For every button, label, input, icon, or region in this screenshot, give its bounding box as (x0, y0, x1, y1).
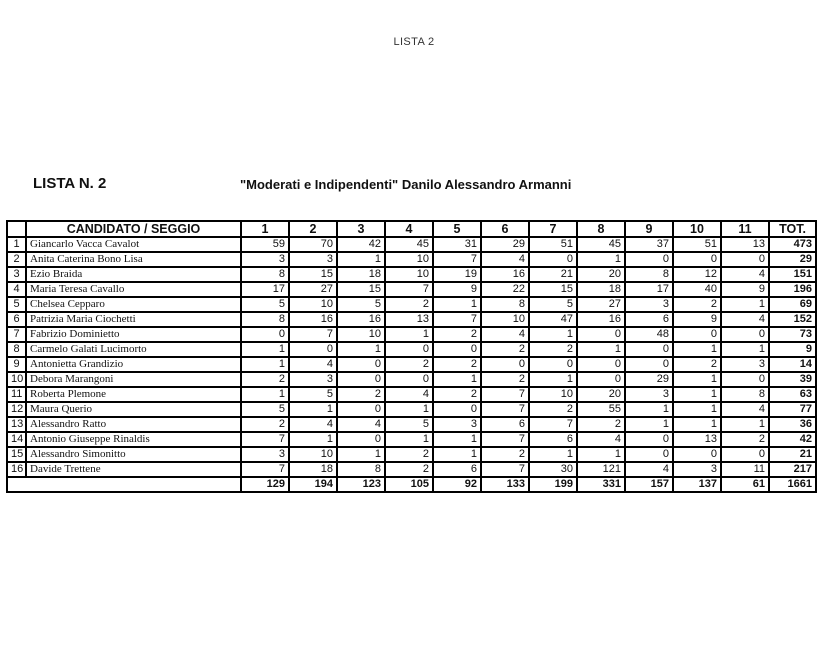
vote-count: 0 (673, 327, 721, 342)
row-total: 69 (769, 297, 816, 312)
candidate-name: Antonietta Grandizio (26, 357, 241, 372)
vote-count: 2 (433, 327, 481, 342)
vote-count: 15 (289, 267, 337, 282)
row-total: 152 (769, 312, 816, 327)
vote-count: 10 (529, 387, 577, 402)
vote-count: 2 (673, 357, 721, 372)
vote-count: 11 (721, 462, 769, 477)
vote-count: 2 (433, 387, 481, 402)
vote-count: 29 (625, 372, 673, 387)
vote-count: 0 (337, 432, 385, 447)
candidate-name: Carmelo Galati Lucimorto (26, 342, 241, 357)
table-row (7, 297, 816, 312)
row-total: 9 (769, 342, 816, 357)
table-row (7, 462, 816, 477)
vote-count: 1 (241, 342, 289, 357)
table-row (7, 402, 816, 417)
vote-count: 13 (721, 237, 769, 252)
vote-count: 40 (673, 282, 721, 297)
vote-count: 7 (481, 432, 529, 447)
vote-count: 10 (337, 327, 385, 342)
vote-count: 4 (481, 327, 529, 342)
vote-count: 70 (289, 237, 337, 252)
row-total: 42 (769, 432, 816, 447)
vote-count: 1 (385, 432, 433, 447)
vote-count: 1 (577, 342, 625, 357)
column-header-4: 4 (385, 221, 433, 237)
vote-count: 2 (481, 447, 529, 462)
vote-count: 0 (577, 357, 625, 372)
row-total: 473 (769, 237, 816, 252)
vote-count: 1 (721, 417, 769, 432)
vote-count: 0 (433, 342, 481, 357)
candidate-name: Debora Marangoni (26, 372, 241, 387)
vote-count: 16 (577, 312, 625, 327)
vote-count: 20 (577, 387, 625, 402)
row-total: 151 (769, 267, 816, 282)
totals-row (7, 477, 816, 492)
vote-count: 18 (337, 267, 385, 282)
grand-total: 1661 (769, 477, 816, 492)
vote-count: 2 (481, 342, 529, 357)
column-header-10: 10 (673, 221, 721, 237)
vote-count: 7 (529, 417, 577, 432)
table-footer (7, 477, 816, 492)
candidate-name: Antonio Giuseppe Rinaldis (26, 432, 241, 447)
vote-count: 8 (337, 462, 385, 477)
vote-count: 5 (337, 297, 385, 312)
vote-count: 0 (625, 432, 673, 447)
vote-count: 2 (385, 357, 433, 372)
row-total: 14 (769, 357, 816, 372)
column-total: 61 (721, 477, 769, 492)
vote-count: 13 (673, 432, 721, 447)
vote-count: 1 (433, 372, 481, 387)
vote-count: 3 (241, 252, 289, 267)
vote-count: 1 (433, 447, 481, 462)
column-total: 105 (385, 477, 433, 492)
vote-count: 16 (289, 312, 337, 327)
vote-count: 20 (577, 267, 625, 282)
candidate-name: Patrizia Maria Ciochetti (26, 312, 241, 327)
vote-count: 2 (673, 297, 721, 312)
vote-count: 51 (673, 237, 721, 252)
vote-count: 27 (289, 282, 337, 297)
vote-count: 7 (241, 432, 289, 447)
vote-count: 29 (481, 237, 529, 252)
vote-count: 0 (577, 372, 625, 387)
column-header-8: 8 (577, 221, 625, 237)
column-header-candidato-seggio: CANDIDATO / SEGGIO (26, 221, 241, 237)
vote-count: 0 (721, 252, 769, 267)
vote-count: 4 (385, 387, 433, 402)
vote-count: 2 (241, 417, 289, 432)
totals-blank (7, 477, 241, 492)
column-header-tot: TOT. (769, 221, 816, 237)
vote-count: 2 (241, 372, 289, 387)
vote-count: 10 (385, 267, 433, 282)
vote-count: 0 (625, 357, 673, 372)
vote-count: 2 (385, 297, 433, 312)
vote-count: 0 (625, 342, 673, 357)
vote-count: 2 (337, 387, 385, 402)
row-number: 1 (7, 237, 26, 252)
vote-count: 6 (625, 312, 673, 327)
column-header-9: 9 (625, 221, 673, 237)
vote-count: 1 (673, 387, 721, 402)
vote-count: 7 (481, 387, 529, 402)
vote-count: 1 (673, 417, 721, 432)
row-number: 10 (7, 372, 26, 387)
column-total: 157 (625, 477, 673, 492)
vote-count: 9 (433, 282, 481, 297)
column-total: 194 (289, 477, 337, 492)
column-total: 129 (241, 477, 289, 492)
results-table (6, 220, 817, 493)
vote-count: 2 (529, 342, 577, 357)
table-row (7, 282, 816, 297)
vote-count: 3 (721, 357, 769, 372)
vote-count: 3 (625, 297, 673, 312)
vote-count: 5 (385, 417, 433, 432)
vote-count: 3 (625, 387, 673, 402)
vote-count: 3 (289, 372, 337, 387)
vote-count: 3 (673, 462, 721, 477)
vote-count: 4 (721, 267, 769, 282)
vote-count: 4 (289, 357, 337, 372)
column-header-7: 7 (529, 221, 577, 237)
candidate-name: Roberta Plemone (26, 387, 241, 402)
vote-count: 1 (289, 402, 337, 417)
vote-count: 1 (721, 342, 769, 357)
candidate-name: Ezio Braida (26, 267, 241, 282)
row-total: 63 (769, 387, 816, 402)
vote-count: 1 (337, 342, 385, 357)
vote-count: 7 (289, 327, 337, 342)
row-total: 73 (769, 327, 816, 342)
vote-count: 4 (625, 462, 673, 477)
vote-count: 7 (241, 462, 289, 477)
vote-count: 3 (241, 447, 289, 462)
vote-count: 0 (481, 357, 529, 372)
row-number: 3 (7, 267, 26, 282)
page-header: LISTA 2 (393, 36, 435, 48)
vote-count: 0 (337, 357, 385, 372)
vote-count: 0 (337, 402, 385, 417)
table-header (7, 221, 816, 237)
vote-count: 37 (625, 237, 673, 252)
column-total: 92 (433, 477, 481, 492)
vote-count: 10 (289, 297, 337, 312)
candidate-name: Giancarlo Vacca Cavalot (26, 237, 241, 252)
vote-count: 5 (241, 297, 289, 312)
vote-count: 1 (673, 342, 721, 357)
vote-count: 1 (337, 252, 385, 267)
table-row (7, 237, 816, 252)
row-number: 5 (7, 297, 26, 312)
candidate-name: Alessandro Simonitto (26, 447, 241, 462)
table-row (7, 432, 816, 447)
column-header-3: 3 (337, 221, 385, 237)
row-total: 77 (769, 402, 816, 417)
vote-count: 1 (337, 447, 385, 462)
vote-count: 3 (289, 252, 337, 267)
row-number: 9 (7, 357, 26, 372)
table-row (7, 387, 816, 402)
vote-count: 0 (721, 327, 769, 342)
row-number: 8 (7, 342, 26, 357)
vote-count: 59 (241, 237, 289, 252)
vote-count: 19 (433, 267, 481, 282)
row-number: 11 (7, 387, 26, 402)
header-corner-blank (7, 221, 26, 237)
vote-count: 8 (721, 387, 769, 402)
candidate-name: Fabrizio Dominietto (26, 327, 241, 342)
vote-count: 5 (241, 402, 289, 417)
vote-count: 6 (529, 432, 577, 447)
vote-count: 48 (625, 327, 673, 342)
column-header-1: 1 (241, 221, 289, 237)
vote-count: 7 (433, 312, 481, 327)
vote-count: 8 (625, 267, 673, 282)
table-row (7, 312, 816, 327)
column-total: 133 (481, 477, 529, 492)
vote-count: 0 (673, 252, 721, 267)
row-number: 2 (7, 252, 26, 267)
row-total: 39 (769, 372, 816, 387)
vote-count: 1 (577, 252, 625, 267)
vote-count: 31 (433, 237, 481, 252)
vote-count: 0 (385, 342, 433, 357)
vote-count: 16 (481, 267, 529, 282)
vote-count: 1 (625, 402, 673, 417)
vote-count: 2 (721, 432, 769, 447)
column-total: 137 (673, 477, 721, 492)
vote-count: 0 (241, 327, 289, 342)
vote-count: 1 (289, 432, 337, 447)
vote-count: 0 (673, 447, 721, 462)
candidate-name: Chelsea Cepparo (26, 297, 241, 312)
vote-count: 22 (481, 282, 529, 297)
vote-count: 16 (337, 312, 385, 327)
candidate-name: Alessandro Ratto (26, 417, 241, 432)
vote-count: 2 (433, 357, 481, 372)
vote-count: 1 (529, 447, 577, 462)
vote-count: 3 (433, 417, 481, 432)
vote-count: 1 (433, 297, 481, 312)
table-row (7, 447, 816, 462)
vote-count: 1 (241, 357, 289, 372)
vote-count: 4 (481, 252, 529, 267)
vote-count: 1 (433, 432, 481, 447)
candidate-name: Davide Trettene (26, 462, 241, 477)
list-title: LISTA N. 2 (33, 175, 107, 192)
vote-count: 21 (529, 267, 577, 282)
row-number: 7 (7, 327, 26, 342)
vote-count: 9 (721, 282, 769, 297)
row-total: 217 (769, 462, 816, 477)
vote-count: 7 (481, 462, 529, 477)
vote-count: 47 (529, 312, 577, 327)
column-header-6: 6 (481, 221, 529, 237)
column-total: 123 (337, 477, 385, 492)
table-row (7, 252, 816, 267)
vote-count: 9 (673, 312, 721, 327)
vote-count: 8 (241, 312, 289, 327)
vote-count: 7 (433, 252, 481, 267)
vote-count: 2 (577, 417, 625, 432)
vote-count: 13 (385, 312, 433, 327)
vote-count: 0 (625, 252, 673, 267)
vote-count: 1 (673, 372, 721, 387)
vote-count: 1 (241, 387, 289, 402)
vote-count: 4 (337, 417, 385, 432)
candidate-name: Maria Teresa Cavallo (26, 282, 241, 297)
vote-count: 2 (481, 372, 529, 387)
vote-count: 6 (433, 462, 481, 477)
vote-count: 0 (433, 402, 481, 417)
vote-count: 12 (673, 267, 721, 282)
vote-count: 1 (529, 327, 577, 342)
vote-count: 1 (721, 297, 769, 312)
candidate-name: Anita Caterina Bono Lisa (26, 252, 241, 267)
vote-count: 0 (721, 372, 769, 387)
list-subtitle: "Moderati e Indipendenti" Danilo Alessandro Armanni (240, 177, 572, 192)
vote-count: 4 (721, 402, 769, 417)
vote-count: 1 (577, 447, 625, 462)
row-number: 12 (7, 402, 26, 417)
vote-count: 121 (577, 462, 625, 477)
vote-count: 4 (721, 312, 769, 327)
vote-count: 0 (721, 447, 769, 462)
vote-count: 7 (481, 402, 529, 417)
vote-count: 1 (673, 402, 721, 417)
row-number: 16 (7, 462, 26, 477)
candidate-name: Maura Querio (26, 402, 241, 417)
vote-count: 4 (577, 432, 625, 447)
row-total: 196 (769, 282, 816, 297)
vote-count: 30 (529, 462, 577, 477)
vote-count: 10 (289, 447, 337, 462)
vote-count: 18 (577, 282, 625, 297)
table-body (7, 237, 816, 477)
vote-count: 15 (337, 282, 385, 297)
row-total: 29 (769, 252, 816, 267)
table-row (7, 417, 816, 432)
vote-count: 8 (241, 267, 289, 282)
vote-count: 0 (289, 342, 337, 357)
vote-count: 27 (577, 297, 625, 312)
row-total: 36 (769, 417, 816, 432)
vote-count: 17 (625, 282, 673, 297)
vote-count: 5 (289, 387, 337, 402)
vote-count: 1 (385, 327, 433, 342)
vote-count: 15 (529, 282, 577, 297)
row-total: 21 (769, 447, 816, 462)
table-row (7, 327, 816, 342)
column-header-11: 11 (721, 221, 769, 237)
row-number: 14 (7, 432, 26, 447)
vote-count: 8 (481, 297, 529, 312)
vote-count: 45 (577, 237, 625, 252)
column-header-2: 2 (289, 221, 337, 237)
vote-count: 2 (385, 462, 433, 477)
vote-count: 0 (529, 252, 577, 267)
table-row (7, 267, 816, 282)
table-row (7, 372, 816, 387)
vote-count: 1 (529, 372, 577, 387)
vote-count: 7 (385, 282, 433, 297)
header-row (7, 221, 816, 237)
table-row (7, 342, 816, 357)
row-number: 4 (7, 282, 26, 297)
table-row (7, 357, 816, 372)
vote-count: 2 (385, 447, 433, 462)
vote-count: 51 (529, 237, 577, 252)
row-number: 13 (7, 417, 26, 432)
row-number: 15 (7, 447, 26, 462)
vote-count: 0 (529, 357, 577, 372)
vote-count: 18 (289, 462, 337, 477)
vote-count: 55 (577, 402, 625, 417)
vote-count: 10 (385, 252, 433, 267)
vote-count: 4 (289, 417, 337, 432)
vote-count: 42 (337, 237, 385, 252)
vote-count: 45 (385, 237, 433, 252)
vote-count: 0 (385, 372, 433, 387)
vote-count: 6 (481, 417, 529, 432)
vote-count: 0 (625, 447, 673, 462)
column-header-5: 5 (433, 221, 481, 237)
column-total: 331 (577, 477, 625, 492)
vote-count: 0 (337, 372, 385, 387)
vote-count: 1 (385, 402, 433, 417)
row-number: 6 (7, 312, 26, 327)
vote-count: 17 (241, 282, 289, 297)
vote-count: 2 (529, 402, 577, 417)
vote-count: 5 (529, 297, 577, 312)
vote-count: 0 (577, 327, 625, 342)
vote-count: 1 (625, 417, 673, 432)
column-total: 199 (529, 477, 577, 492)
vote-count: 10 (481, 312, 529, 327)
